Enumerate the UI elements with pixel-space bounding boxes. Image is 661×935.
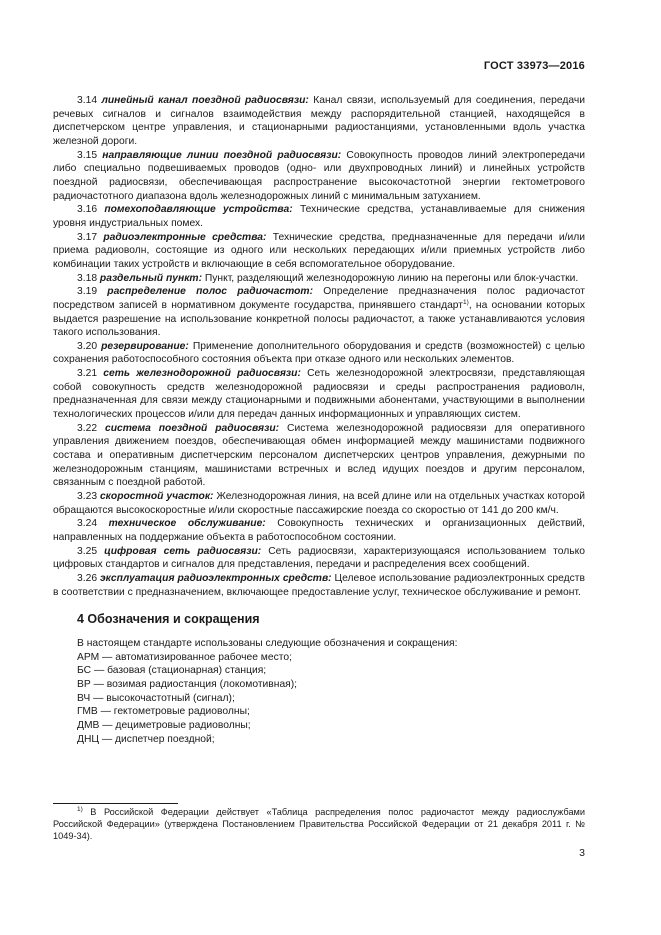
footnote-mark: 1) [77, 806, 83, 813]
term-number: 3.22 [77, 422, 98, 434]
term-entry [53, 572, 585, 599]
term-label: техническое обслуживание: [108, 518, 266, 530]
term-entry [53, 340, 585, 367]
term-definition: Применение дополнительного оборудования и средств (возможностей) с целью сохранения работоспособного состояния объекта при отказе одного или нескольких элементов. [53, 340, 585, 366]
term-number: 3.18 [77, 272, 98, 284]
term-list [53, 94, 585, 599]
abbreviation-item: ГМВ — гектометровые радиоволны; [77, 706, 250, 718]
term-entry [53, 545, 585, 572]
term-definition: Сеть железнодорожной электросвязи, представляющая собой совокупность средств железнодорожной радиосвязи и среды распространения радиоволн, предназначенная для связи между стационарными и подвижными абонентами, участвующими в выполнении технологических процессов и/или для передач данных информационных и управляющих систем. [53, 368, 585, 421]
term-definition: Система железнодорожной радиосвязи для оперативного управления движением поездов, обеспечивающая обмен информацией между машинистами подвижного состава и оперативным диспетчерским персоналом диспетчерских центров управления, дежурными по железнодорожным станциям, машинистами встречных и вслед идущих поездов и другим персоналом, связанным с поездной работой. [53, 422, 585, 489]
term-number: 3.25 [77, 545, 98, 557]
term-label: система поездной радиосвязи: [104, 422, 280, 434]
document-designation: ГОСТ 33973—2016 [483, 60, 585, 72]
term-entry [53, 272, 585, 286]
term-label: цифровая сеть радиосвязи: [104, 545, 262, 557]
term-label: радиоэлектронные средства: [103, 231, 267, 243]
term-label: раздельный пункт: [99, 272, 202, 284]
abbreviation-item: ВЧ — высокочастотный (сигнал); [77, 692, 235, 704]
term-definition: Пункт, разделяющий железнодорожную линию на перегоны или блок-участки. [202, 272, 579, 284]
footnote-reference: 1) [463, 298, 469, 306]
term-number: 3.21 [77, 368, 98, 380]
term-number: 3.23 [77, 491, 98, 503]
term-entry [53, 490, 585, 517]
term-definition: Сеть радиосвязи, характеризующаяся использованием только цифровых стандартов и сигналов для представления, передачи и распределения всех сообщений. [53, 545, 585, 571]
term-number: 3.19 [77, 286, 98, 298]
term-definition: Технические средства, предназначенные для передачи и/или приема радиоволн, состоящие из одного или нескольких передающих и/или приемных устройств либо комбинации таких устройств и включающие в себя вспомогательное оборудование. [53, 231, 585, 270]
term-label: помехоподавляющие устройства: [104, 204, 293, 216]
term-label: эксплуатация радиоэлектронных средств: [100, 572, 332, 584]
term-definition: Железнодорожная линия, на всей длине или на отдельных участках которой обращаются высокоскоростные и/или скоростные пассажирские поезда со скоростью от 141 до 200 км/ч. [53, 491, 585, 516]
term-entry [53, 149, 585, 204]
term-label: сеть железнодорожной радиосвязи: [103, 368, 301, 380]
section-4-intro: В настоящем стандарте использованы следующие обозначения и сокращения: [77, 637, 458, 649]
term-number: 3.20 [77, 340, 98, 352]
page-number: 3 [579, 847, 585, 859]
abbreviation-item: ДМВ — дециметровые радиоволны; [77, 719, 251, 731]
term-entry [53, 94, 585, 149]
term-definition: Определение предназначения полос радиочастот посредством записей в нормативном документе государства, принявшего стандарт [53, 286, 586, 311]
footnote-separator [53, 803, 178, 804]
abbreviation-item: ВР — возимая радиостанция (локомотивная); [77, 678, 298, 690]
term-definition: Технические средства, устанавливаемые для снижения уровня индустриальных помех. [53, 204, 585, 229]
term-number: 3.26 [77, 572, 98, 584]
footnote-text: В Российской Федерации действует «Таблица распределения полос радиочастот между радиослужбами Российской Федерации» (утверждена Постановлением Правительства Российской Федерации от 21 декабря 2011 г. № 1049-34). [53, 807, 585, 842]
term-number: 3.24 [77, 518, 98, 530]
term-definition-continued: , на основании которых выдается разрешение на использование конкретной полосы радиочастот, а также устанавливаются условия такого использования. [53, 299, 585, 339]
page-content [53, 94, 585, 746]
term-definition: Совокупность технических и организационных действий, направленных на поддержание объекта в работоспособном состоянии. [53, 518, 585, 543]
term-entry [53, 285, 585, 340]
abbreviation-item: АРМ — автоматизированное рабочее место; [77, 651, 292, 663]
abbreviation-list [53, 651, 585, 747]
term-number: 3.16 [77, 204, 98, 216]
term-entry [53, 517, 585, 544]
term-number: 3.17 [77, 231, 98, 243]
term-entry [53, 422, 585, 490]
term-label: распределение полос радиочастот: [107, 286, 314, 298]
term-label: линейный канал поездной радиосвязи: [101, 95, 309, 106]
term-definition: Совокупность проводов линий электропередачи либо специально подвешиваемых проводов (одно- или двухпроводных линий) и линейных устройств поездной радиосвязи, обеспечивающая распространение высокочастотной энергии гектометрового радиочастотного диапазона вдоль железнодорожных линий с минимальным затуханием. [53, 149, 585, 202]
term-label: резервирование: [101, 340, 189, 352]
term-number: 3.14 [77, 95, 98, 106]
abbreviation-item: ДНЦ — диспетчер поездной; [77, 733, 215, 745]
term-definition: Канал связи, используемый для соединения, передачи речевых сигналов и сигналов взаимодействия между распорядительной станцией, находящейся в диспетчерском центре управления, и стационарными радиостанциями, установленными вдоль участка железной дороги. [53, 95, 585, 147]
footnote [53, 806, 585, 843]
abbreviation-item: БС — базовая (стационарная) станция; [77, 665, 267, 677]
term-definition: Целевое использование радиоэлектронных средств в соответствии с предназначением, включающее предоставление услуг, техническое обслуживание и ремонт. [53, 572, 585, 598]
term-label: скоростной участок: [99, 491, 214, 503]
term-entry [53, 203, 585, 230]
term-label: направляющие линии поездной радиосвязи: [102, 149, 342, 161]
term-entry [53, 231, 585, 272]
section-4-title: 4 Обозначения и сокращения [77, 612, 260, 627]
term-entry [53, 367, 585, 422]
term-number: 3.15 [77, 149, 98, 161]
